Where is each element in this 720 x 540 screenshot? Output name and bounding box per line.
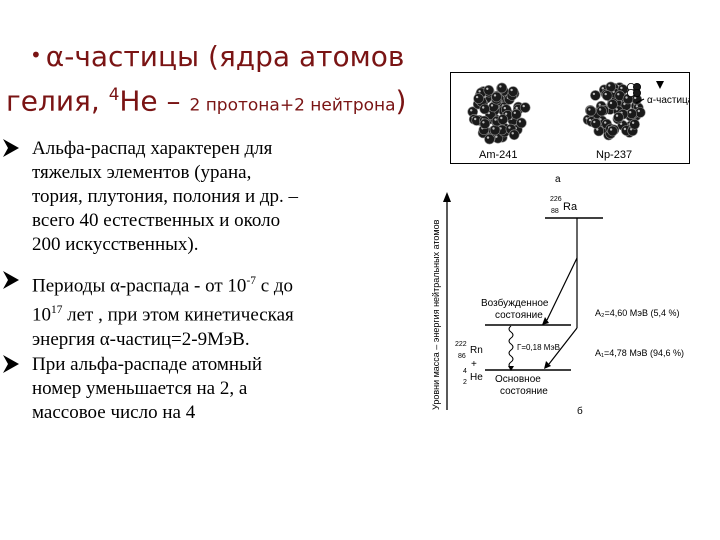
nucleon-highlight (499, 85, 501, 87)
rn-atomic-number: 86 (458, 353, 466, 360)
nucleon (516, 118, 526, 128)
nucleon-highlight (596, 128, 598, 130)
bullet-2-text: лет , при этом кинетическая (62, 304, 294, 326)
arrow-bullet-icon (0, 137, 22, 159)
title-bullet: • (30, 43, 42, 67)
nucleon-highlight (500, 117, 502, 119)
nucleon-highlight (589, 119, 591, 121)
nucleon-highlight (593, 93, 595, 95)
alpha-particle-icon (627, 83, 640, 96)
nucleon-highlight (632, 122, 634, 124)
nucleon (497, 83, 507, 93)
nucleon-highlight (494, 94, 496, 96)
nucleon-highlight (593, 121, 595, 123)
bullet-2-line (32, 269, 412, 298)
bullet-3-line: массовое число на 4 (32, 402, 196, 423)
nucleon-highlight (604, 121, 606, 123)
nucleon-highlight (608, 84, 610, 86)
bullet-2-line (32, 298, 412, 327)
nucleon (498, 115, 508, 125)
y-axis-arrow (443, 192, 451, 202)
np237-label: Np-237 (596, 149, 633, 161)
ra-symbol: Ra (563, 201, 578, 213)
arrow-bullet-icon (0, 269, 22, 291)
he-atomic-number: 2 (463, 379, 467, 386)
nucleon (474, 94, 484, 104)
nucleon-highlight (523, 105, 525, 107)
nucleon-highlight (508, 126, 510, 128)
bullet-3-line: При альфа-распаде атомный (32, 354, 263, 375)
title-text-2a: гелия, (6, 84, 109, 118)
nucleon-highlight (599, 108, 601, 110)
title-superscript: 4 (108, 84, 120, 104)
nucleon-highlight (494, 118, 496, 120)
ground-state-label-1: Основное (495, 374, 541, 385)
bullet-1-line: тория, плутония, полония и др. – (32, 186, 299, 207)
am241-label: Am-241 (479, 149, 518, 161)
bullet-2-text: Периоды α-распада - от 10 (32, 275, 247, 297)
nucleon-highlight (482, 121, 484, 123)
bullet-1-line: тяжелых элементов (урана, (32, 162, 252, 183)
nucleon (590, 90, 600, 100)
triangle-icon (656, 81, 664, 89)
bullet-1-line: Альфа-распад характерен для (32, 138, 273, 159)
excited-state-label-2: состояние (495, 310, 543, 321)
bullet-2-superscript: 17 (51, 304, 63, 317)
nucleon (591, 118, 601, 128)
he-mass-number: 4 (463, 368, 467, 375)
nucleon (511, 109, 521, 119)
nucleon-highlight (624, 128, 626, 130)
nucleon (608, 126, 618, 136)
gamma-energy-label: Г=0,18 МэВ (517, 343, 560, 352)
nucleon (630, 119, 640, 129)
nucleon-highlight (519, 120, 521, 122)
alpha-energy-2-label: A₂=4,60 МэВ (5,4 %) (595, 308, 680, 318)
title-line-2 (6, 84, 406, 117)
bullet-3-line: номер уменьшается на 2, а (32, 378, 248, 399)
excited-state-label-1: Возбужденное (481, 298, 549, 309)
nucleon-highlight (491, 104, 493, 106)
nuclei-illustration (450, 72, 690, 164)
title-small-text: 2 протона+2 нейтрона (189, 95, 396, 116)
nucleon-highlight (482, 106, 484, 108)
nucleon-highlight (636, 105, 638, 107)
title-line-1 (30, 40, 404, 73)
alpha-energy-1-label: A₁=4,78 МэВ (94,6 %) (595, 348, 685, 358)
arrow-bullet-icon (0, 353, 22, 375)
nucleon-highlight (634, 97, 636, 99)
bullet-1-line: 200 искусственных). (32, 234, 199, 255)
nucleon-highlight (478, 90, 480, 92)
bullet-2-superscript: -7 (246, 275, 256, 287)
nucleon (520, 103, 530, 113)
alpha-branch-2 (547, 258, 577, 320)
nucleon-highlight (486, 88, 488, 90)
y-axis-label: Уровни масса – энергия нейтральных атомов (431, 219, 441, 410)
alpha-nucleon (633, 89, 640, 96)
nucleon-highlight (588, 108, 590, 110)
ground-state-label-2: состояние (500, 386, 548, 397)
nucleon-highlight (470, 109, 472, 111)
nucleon-highlight (504, 107, 506, 109)
he-symbol: He (470, 372, 483, 383)
nucleon-highlight (616, 115, 618, 117)
alpha-label: α-частица (647, 95, 689, 106)
title-text-1: α-частицы (ядра атомов (45, 40, 405, 73)
nucleon (508, 87, 518, 97)
nucleon-highlight (625, 96, 627, 98)
nucleon (586, 106, 596, 116)
nucleon-highlight (512, 132, 514, 134)
nucleon-highlight (610, 102, 612, 104)
nucleon (485, 134, 495, 144)
am241-nucleus (468, 83, 531, 144)
nucleon-highlight (510, 89, 512, 91)
nucleon-highlight (629, 111, 631, 113)
nucleon-highlight (492, 127, 494, 129)
nucleon (480, 119, 490, 129)
bullet-item-1 (32, 137, 412, 257)
bullet-item-2 (32, 269, 412, 352)
nucleon-highlight (638, 110, 640, 112)
plus-sign: + (471, 359, 477, 370)
bullet-2-line: энергия α-частиц=2-9МэВ. (32, 328, 250, 350)
ra-atomic-number: 88 (551, 208, 559, 215)
figure-label-a: а (555, 174, 561, 185)
gamma-transition (509, 326, 513, 368)
nucleon (484, 85, 494, 95)
bullet-2-text: 10 (32, 304, 51, 326)
bullet-1-line: всего 40 естественных и около (32, 210, 281, 231)
nucleon-highlight (617, 93, 619, 95)
nucleon-highlight (516, 107, 518, 109)
bullet-2-text: с до (255, 275, 294, 297)
title-text-2b: He – (119, 84, 190, 118)
nucleon-highlight (599, 104, 601, 106)
decay-energy-diagram (425, 168, 720, 420)
nucleon-highlight (602, 87, 604, 89)
nucleon-highlight (514, 112, 516, 114)
rn-mass-number: 222 (455, 341, 467, 348)
nucleon-highlight (476, 96, 478, 98)
nucleon (608, 100, 618, 110)
nucleon-highlight (487, 136, 489, 138)
nucleon-highlight (610, 128, 612, 130)
ra-mass-number: 226 (550, 196, 562, 203)
nucleon (597, 106, 607, 116)
title-close-paren: ) (395, 84, 407, 118)
nuclei-svg (451, 73, 689, 163)
nucleon (509, 130, 519, 140)
nucleon-highlight (505, 113, 507, 115)
figure-label-b: б (577, 406, 583, 417)
nucleon (614, 112, 624, 122)
nucleon (490, 125, 500, 135)
bullet-item-3 (32, 353, 412, 425)
nucleon-highlight (620, 87, 622, 89)
nucleon (602, 91, 612, 101)
nucleon-highlight (605, 93, 607, 95)
nucleon (480, 104, 490, 114)
nucleon-highlight (474, 118, 476, 120)
rn-symbol: Rn (470, 345, 483, 356)
